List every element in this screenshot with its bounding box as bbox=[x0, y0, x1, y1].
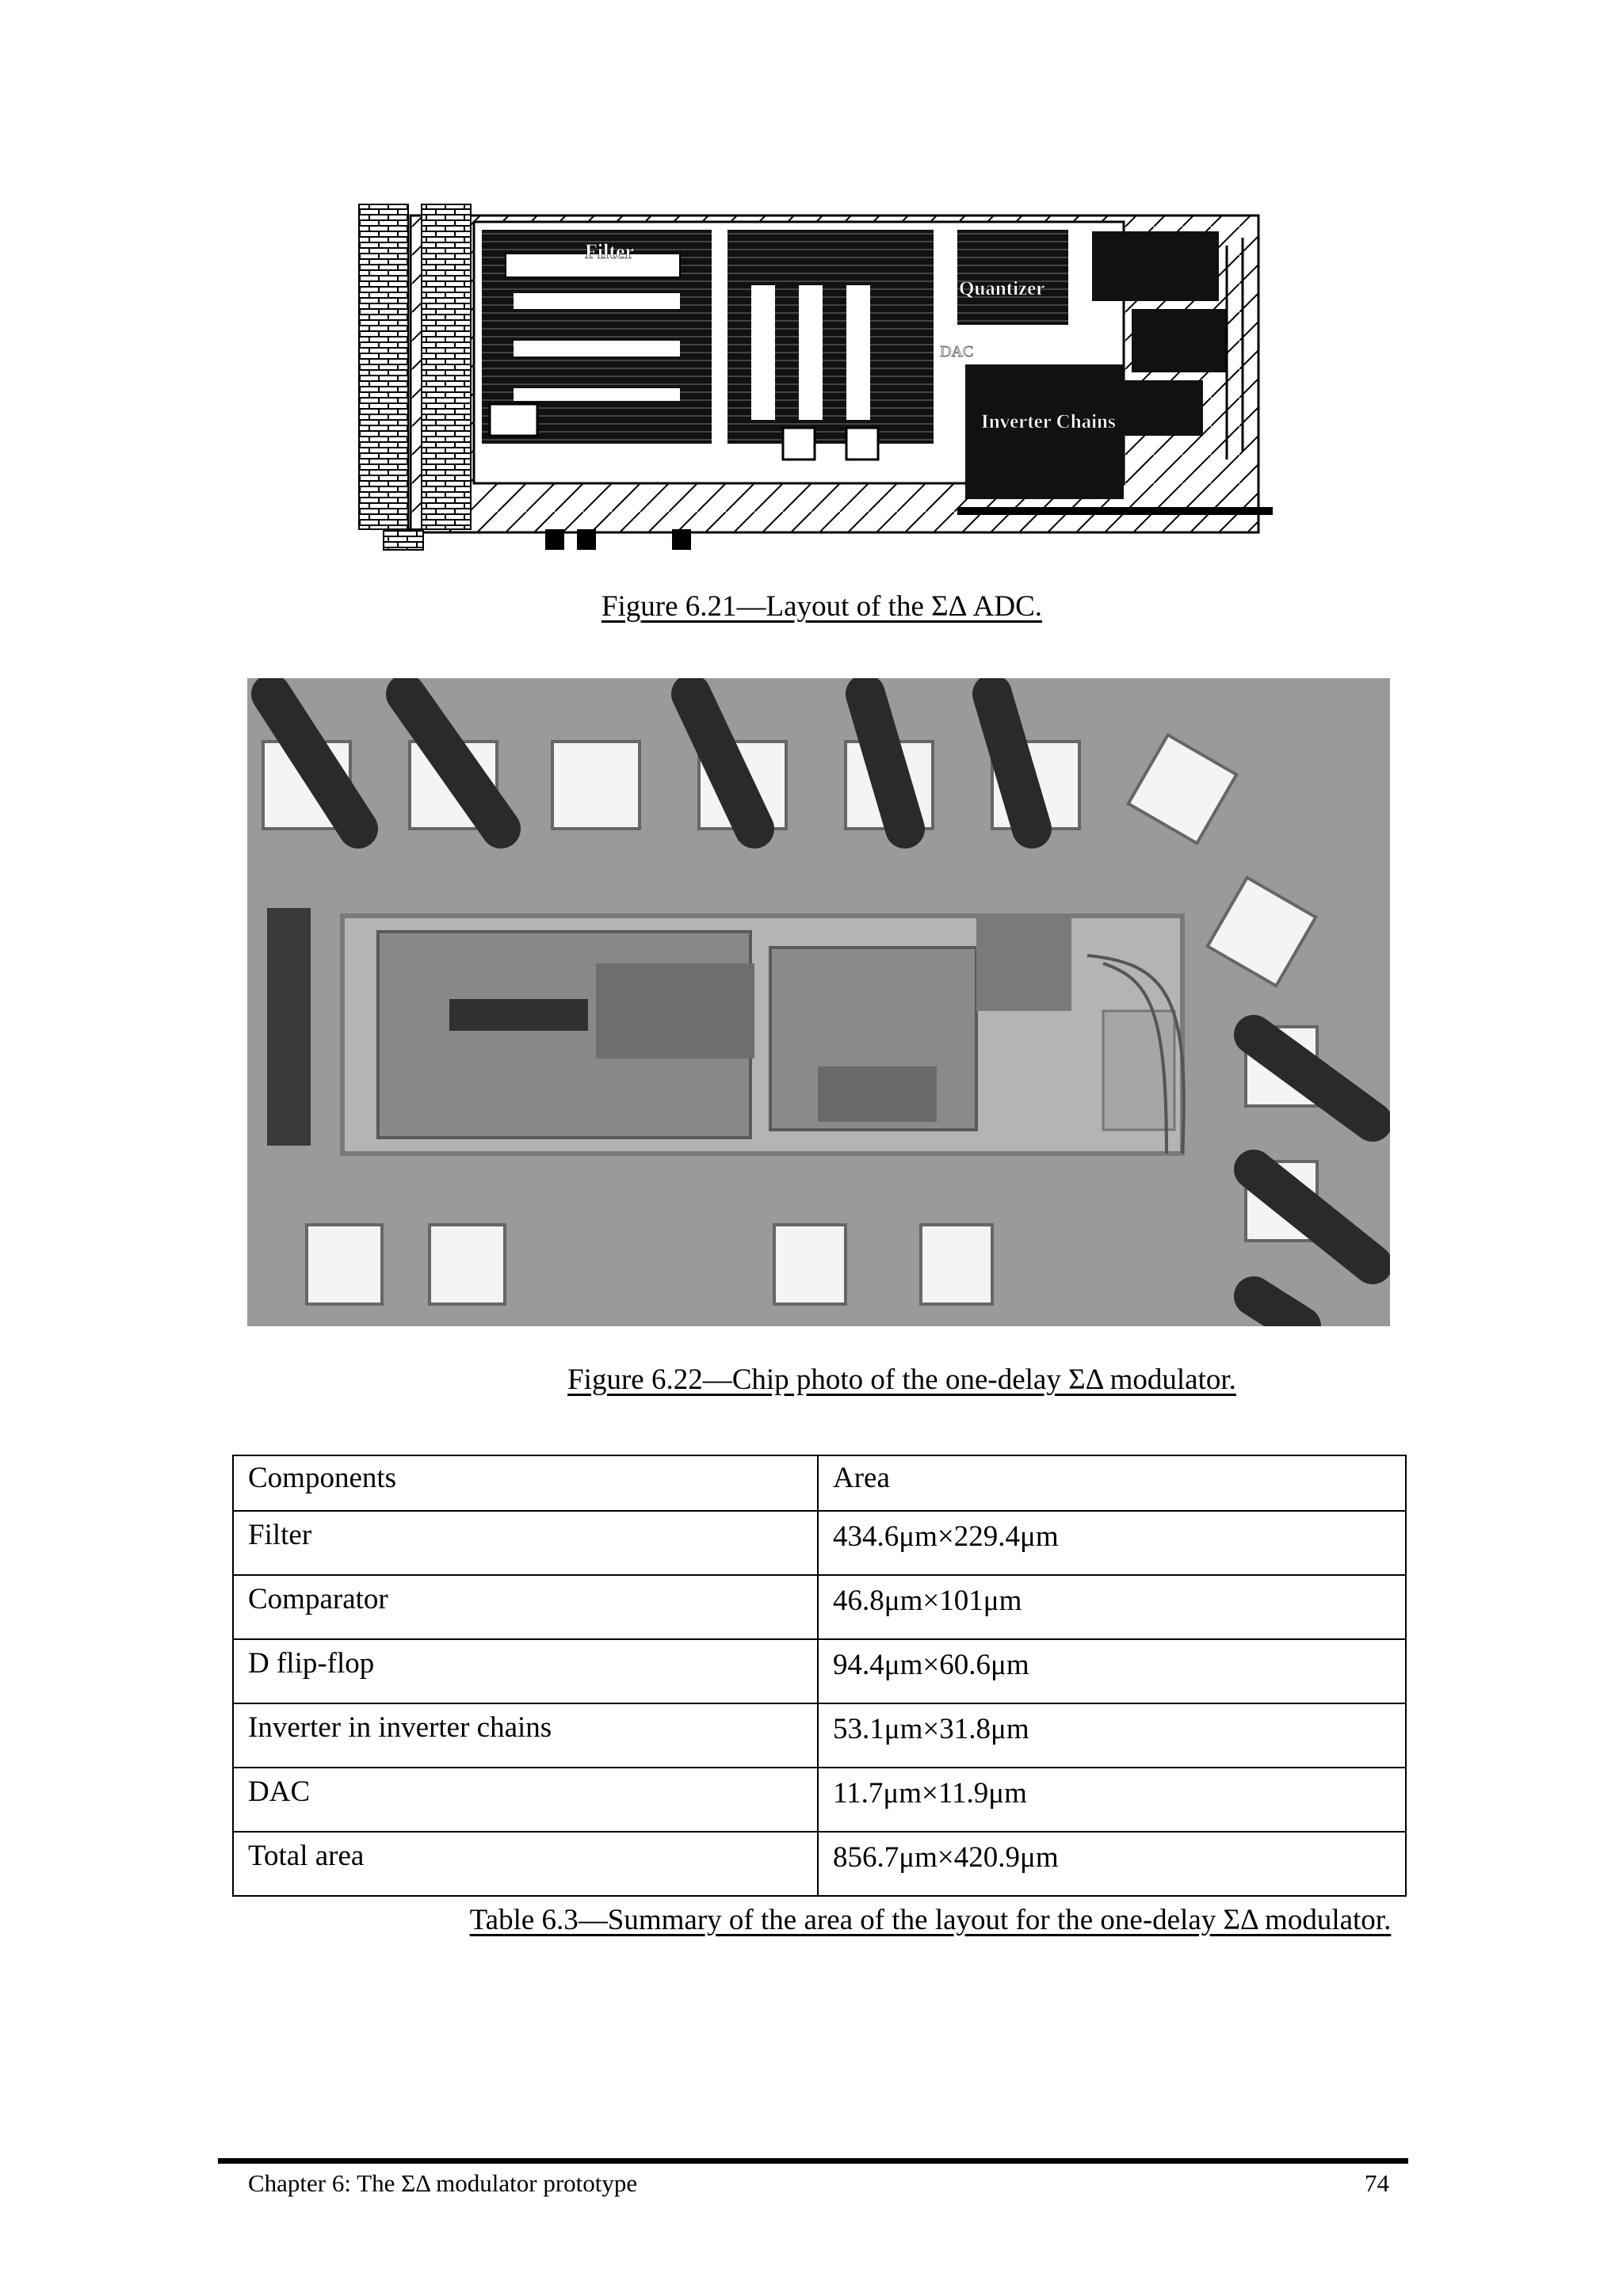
area-cell: 94.4μm×60.6μm bbox=[818, 1639, 1406, 1703]
table-row bbox=[233, 1511, 1406, 1575]
table-row bbox=[233, 1575, 1406, 1639]
component-cell: D flip-flop bbox=[233, 1639, 818, 1703]
component-cell: Total area bbox=[233, 1832, 818, 1896]
area-cell: 434.6μm×229.4μm bbox=[818, 1511, 1406, 1575]
component-cell: Comparator bbox=[233, 1575, 818, 1639]
header-components: Components bbox=[233, 1455, 818, 1511]
inverter-chains-label: Inverter Chains bbox=[981, 411, 1116, 433]
area-cell: 53.1μm×31.8μm bbox=[818, 1703, 1406, 1768]
table-row bbox=[233, 1639, 1406, 1703]
component-cell: Inverter in inverter chains bbox=[233, 1703, 818, 1768]
area-cell: 11.7μm×11.9μm bbox=[818, 1768, 1406, 1832]
table-header-row bbox=[233, 1455, 1406, 1511]
area-table bbox=[232, 1455, 1407, 1897]
area-cell: 46.8μm×101μm bbox=[818, 1575, 1406, 1639]
quantizer-label: Quantizer bbox=[959, 278, 1045, 299]
chip-photo bbox=[247, 678, 1390, 1326]
figure-6-22-caption: Figure 6.22—Chip photo of the one-delay ΣΔ modulator. bbox=[567, 1363, 1236, 1396]
dac-label: DAC bbox=[940, 343, 974, 360]
table-row bbox=[233, 1768, 1406, 1832]
header-area: Area bbox=[818, 1455, 1406, 1511]
area-cell: 856.7μm×420.9μm bbox=[818, 1832, 1406, 1896]
footer-rule bbox=[218, 2158, 1408, 2164]
table-row bbox=[233, 1832, 1406, 1896]
page-number: 74 bbox=[1365, 2169, 1389, 2197]
filter-label: Filter bbox=[585, 240, 635, 263]
layout-figure bbox=[355, 198, 1273, 551]
component-cell: DAC bbox=[233, 1768, 818, 1832]
table-6-3-caption: Table 6.3—Summary of the area of the layout for the one-delay ΣΔ modulator. bbox=[469, 1904, 1392, 1936]
figure-6-21-caption: Figure 6.21—Layout of the ΣΔ ADC. bbox=[601, 590, 1043, 623]
component-cell: Filter bbox=[233, 1511, 818, 1575]
table-row bbox=[233, 1703, 1406, 1768]
footer-chapter: Chapter 6: The ΣΔ modulator prototype bbox=[248, 2169, 638, 2197]
